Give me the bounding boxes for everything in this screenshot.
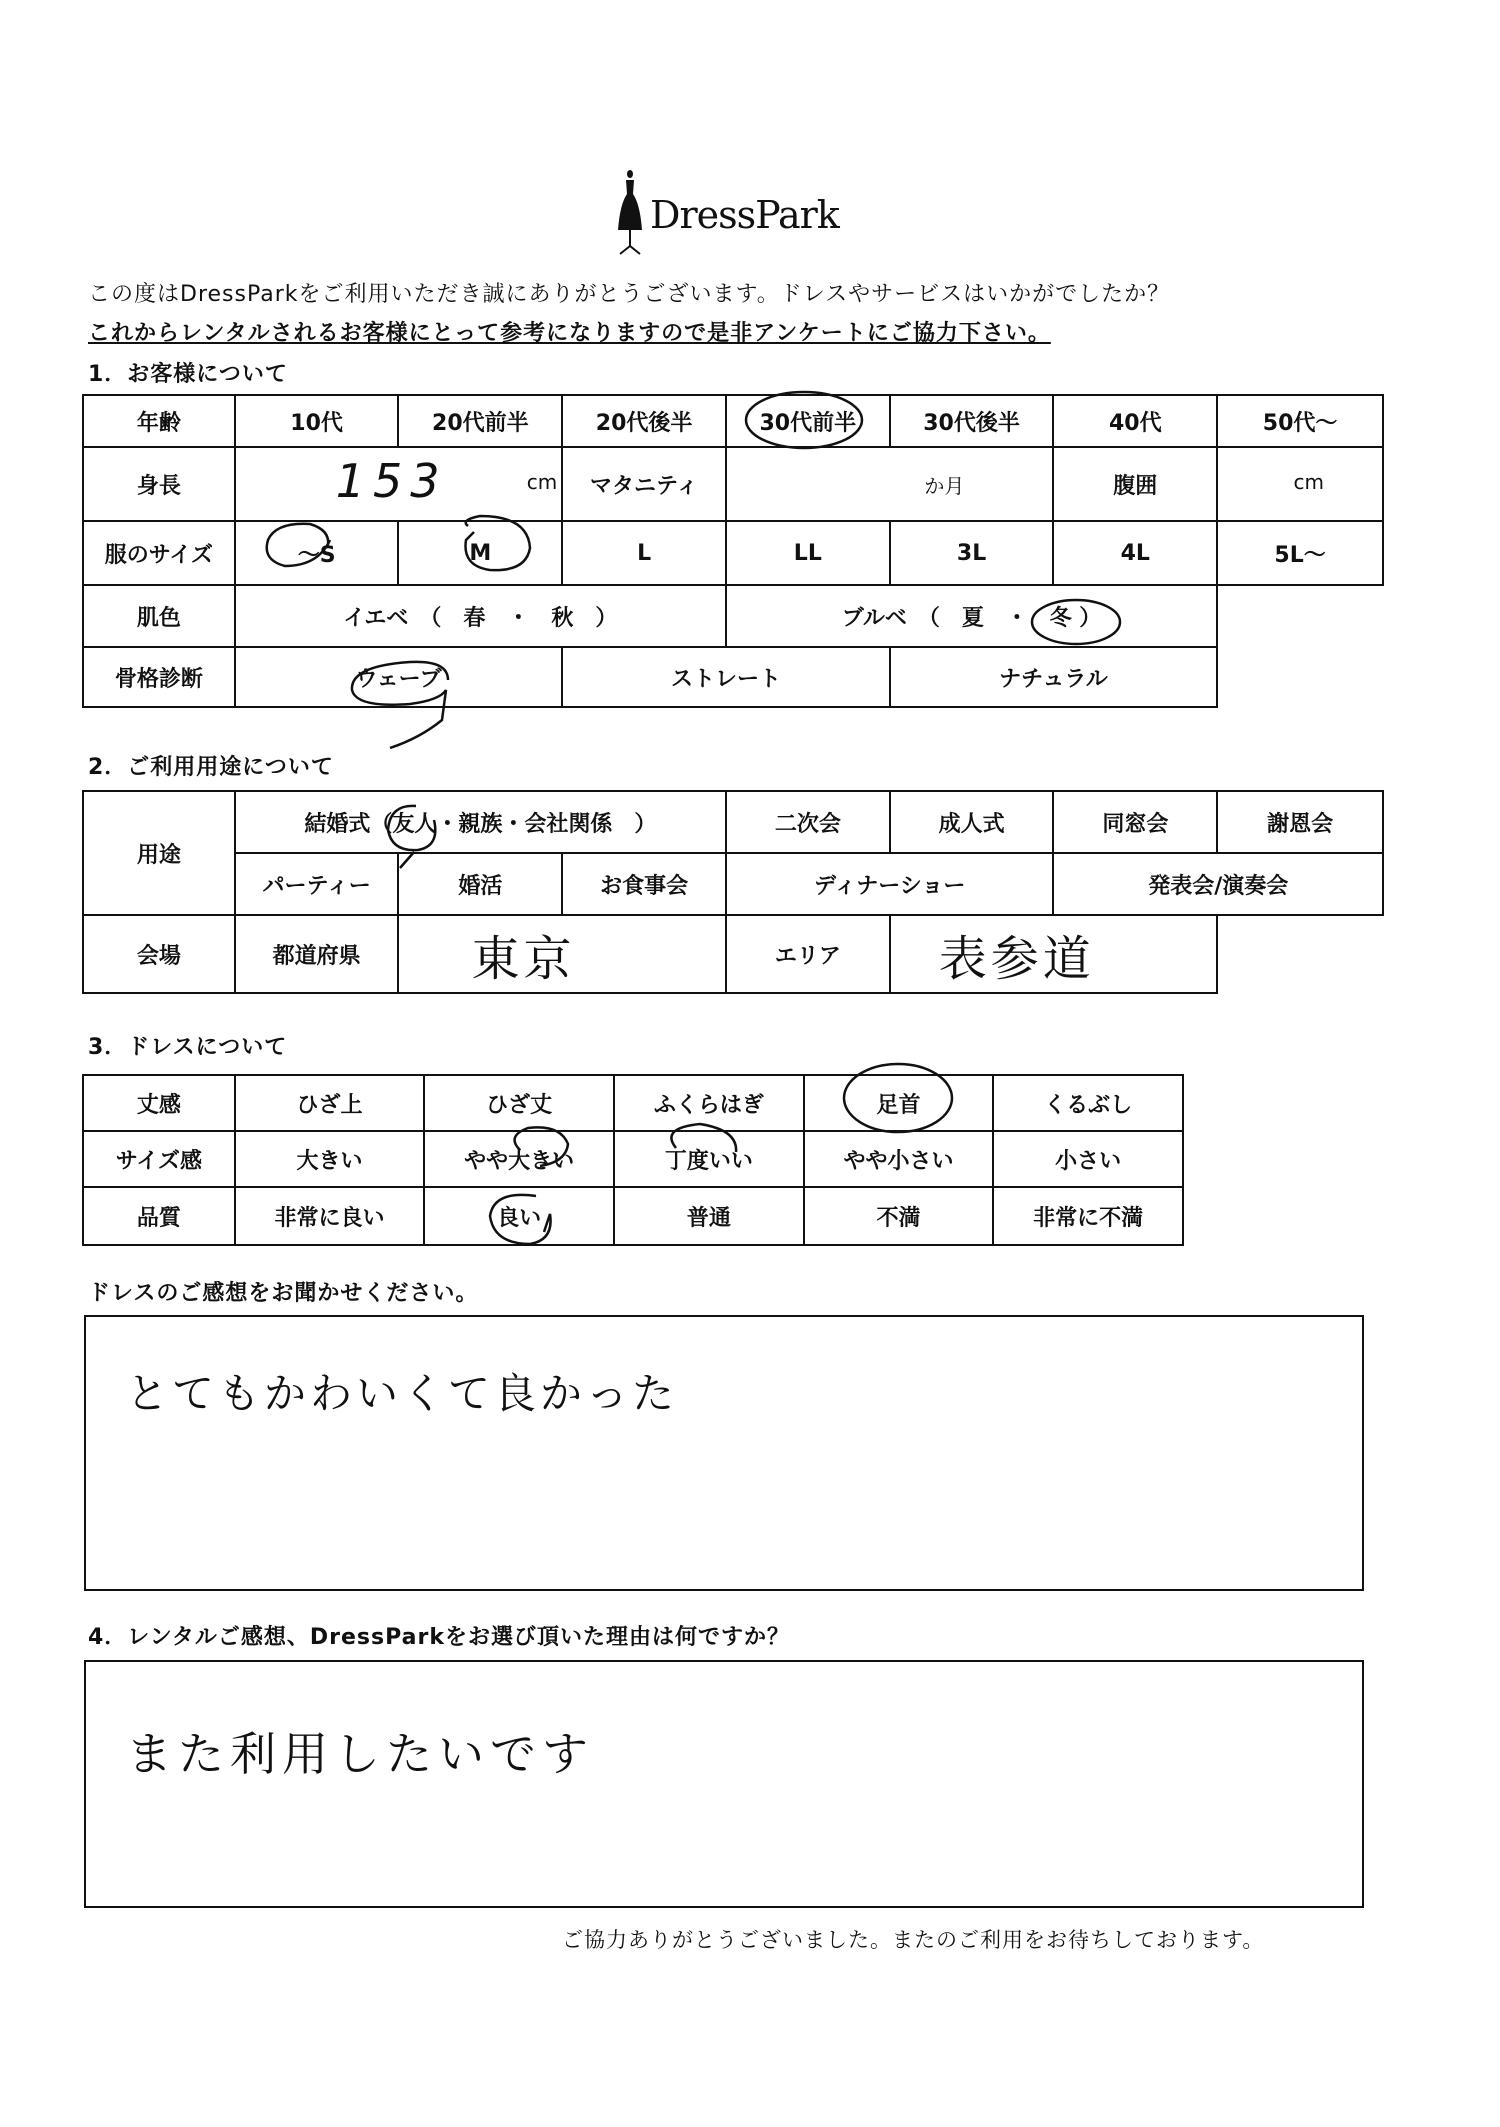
age-option[interactable]: 30代後半 xyxy=(890,395,1054,447)
age-option[interactable]: 20代後半 xyxy=(562,395,726,447)
area-label: エリア xyxy=(726,915,890,993)
purpose-wedding[interactable] xyxy=(235,791,726,853)
feedback-question: ドレスのご感想をお聞かせください。 xyxy=(88,1281,479,1306)
size-option-selected[interactable]: ～S xyxy=(235,521,399,585)
section2-title: 2．ご利用用途について xyxy=(88,755,334,780)
size-label: 服のサイズ xyxy=(83,521,235,585)
area-value[interactable]: 表参道 xyxy=(890,915,1218,993)
age-option[interactable]: 40代 xyxy=(1053,395,1217,447)
purpose-option[interactable]: 二次会 xyxy=(726,791,890,853)
purpose-option[interactable]: 発表会/演奏会 xyxy=(1053,853,1383,915)
quality-option[interactable]: 非常に不満 xyxy=(993,1187,1183,1245)
section1-title: 1．お客様について xyxy=(88,362,288,387)
quality-option[interactable]: 普通 xyxy=(614,1187,804,1245)
maternity-field[interactable] xyxy=(726,447,1053,521)
quality-label: 品質 xyxy=(83,1187,235,1245)
section3-title: 3．ドレスについて xyxy=(88,1035,288,1060)
purpose-option[interactable]: パーティー xyxy=(235,853,399,915)
maternity-label: マタニティ xyxy=(562,447,726,521)
fit-label: サイズ感 xyxy=(83,1131,235,1187)
skin-blue-option[interactable] xyxy=(726,585,1217,647)
purpose-option[interactable]: 成人式 xyxy=(890,791,1054,853)
fit-option-selected[interactable]: やや大きい xyxy=(424,1131,614,1187)
waist-unit: cm xyxy=(1293,470,1324,494)
age-option[interactable]: 10代 xyxy=(235,395,399,447)
length-option[interactable]: ふくらはぎ xyxy=(614,1075,804,1131)
usage-table xyxy=(82,790,1384,994)
frame-option[interactable]: ナチュラル xyxy=(890,647,1217,707)
dress-mannequin-icon xyxy=(610,168,650,258)
height-label: 身長 xyxy=(83,447,235,521)
quality-option[interactable]: 不満 xyxy=(804,1187,994,1245)
prefecture-value[interactable]: 東京 xyxy=(398,915,726,993)
skin-label: 肌色 xyxy=(83,585,235,647)
size-option[interactable]: 3L xyxy=(890,521,1054,585)
length-option[interactable]: くるぶし xyxy=(993,1075,1183,1131)
empty-cell xyxy=(1217,915,1383,993)
age-option[interactable]: 50代～ xyxy=(1217,395,1383,447)
purpose-option[interactable]: 謝恩会 xyxy=(1217,791,1383,853)
fit-option-selected[interactable]: 丁度いい xyxy=(614,1131,804,1187)
size-option-selected[interactable]: M xyxy=(398,521,562,585)
skin-yellow-option[interactable]: イエベ （ 春 ・ 秋 ） xyxy=(235,585,726,647)
height-unit: cm xyxy=(526,470,558,494)
waist-field[interactable] xyxy=(1217,447,1383,521)
quality-option[interactable]: 非常に良い xyxy=(235,1187,425,1245)
reason-answer-box[interactable] xyxy=(84,1660,1364,1908)
purpose-label: 用途 xyxy=(83,791,235,915)
quality-option-selected[interactable]: 良い xyxy=(424,1187,614,1245)
customer-table xyxy=(82,394,1384,708)
empty-cell xyxy=(1217,647,1383,707)
section4-question: 4．レンタルご感想、DressParkをお選び頂いた理由は何ですか？ xyxy=(88,1625,790,1650)
brand-logo-text: DressPark xyxy=(650,193,839,237)
fit-option[interactable]: 小さい xyxy=(993,1131,1183,1187)
length-option[interactable]: ひざ上 xyxy=(235,1075,425,1131)
frame-option-selected[interactable]: ウェーブ xyxy=(235,647,562,707)
fit-option[interactable]: 大きい xyxy=(235,1131,425,1187)
maternity-unit: か月 xyxy=(924,474,965,498)
frame-label: 骨格診断 xyxy=(83,647,235,707)
empty-cell xyxy=(1217,585,1383,647)
purpose-option[interactable]: ディナーショー xyxy=(726,853,1053,915)
wedding-friend-selected[interactable]: 友人 xyxy=(392,811,437,837)
length-option-selected[interactable]: 足首 xyxy=(804,1075,994,1131)
prefecture-label: 都道府県 xyxy=(235,915,399,993)
purpose-option[interactable]: 同窓会 xyxy=(1053,791,1217,853)
intro-request: これからレンタルされるお客様にとって参考になりますので是非アンケートにご協力下さい。 xyxy=(88,321,1051,346)
skin-blue-prefix: ブルベ （ 夏 ・ xyxy=(841,605,1028,631)
age-option-selected[interactable]: 30代前半 xyxy=(726,395,890,447)
size-option[interactable]: LL xyxy=(726,521,890,585)
size-option[interactable]: 5L～ xyxy=(1217,521,1383,585)
dress-table xyxy=(82,1074,1184,1246)
height-field[interactable] xyxy=(235,447,562,521)
skin-blue-suffix: ） xyxy=(1079,605,1102,631)
fit-option[interactable]: やや小さい xyxy=(804,1131,994,1187)
length-label: 丈感 xyxy=(83,1075,235,1131)
height-value: 153 xyxy=(335,454,448,508)
feedback-answer: とてもかわいくて良かった xyxy=(126,1369,679,1418)
skin-blue-winter-selected[interactable]: 冬 xyxy=(1049,605,1072,631)
feedback-answer-box[interactable] xyxy=(84,1315,1364,1591)
age-label: 年齢 xyxy=(83,395,235,447)
footer-thanks: ご協力ありがとうございました。またのご利用をお待ちしております。 xyxy=(562,1928,1265,1952)
length-option[interactable]: ひざ丈 xyxy=(424,1075,614,1131)
size-option[interactable]: L xyxy=(562,521,726,585)
purpose-option[interactable]: お食事会 xyxy=(562,853,726,915)
waist-label: 腹囲 xyxy=(1053,447,1217,521)
wedding-suffix: ・親族・会社関係 ） xyxy=(436,811,657,837)
purpose-option[interactable]: 婚活 xyxy=(398,853,562,915)
reason-answer: また利用したいです xyxy=(126,1727,594,1781)
size-option[interactable]: 4L xyxy=(1053,521,1217,585)
age-option[interactable]: 20代前半 xyxy=(398,395,562,447)
wedding-prefix: 結婚式（ xyxy=(304,811,393,837)
intro-text: この度はDressParkをご利用いただき誠にありがとうございます。ドレスやサービスはいかがでしたか？ xyxy=(88,282,1171,307)
venue-label: 会場 xyxy=(83,915,235,993)
frame-option[interactable]: ストレート xyxy=(562,647,889,707)
